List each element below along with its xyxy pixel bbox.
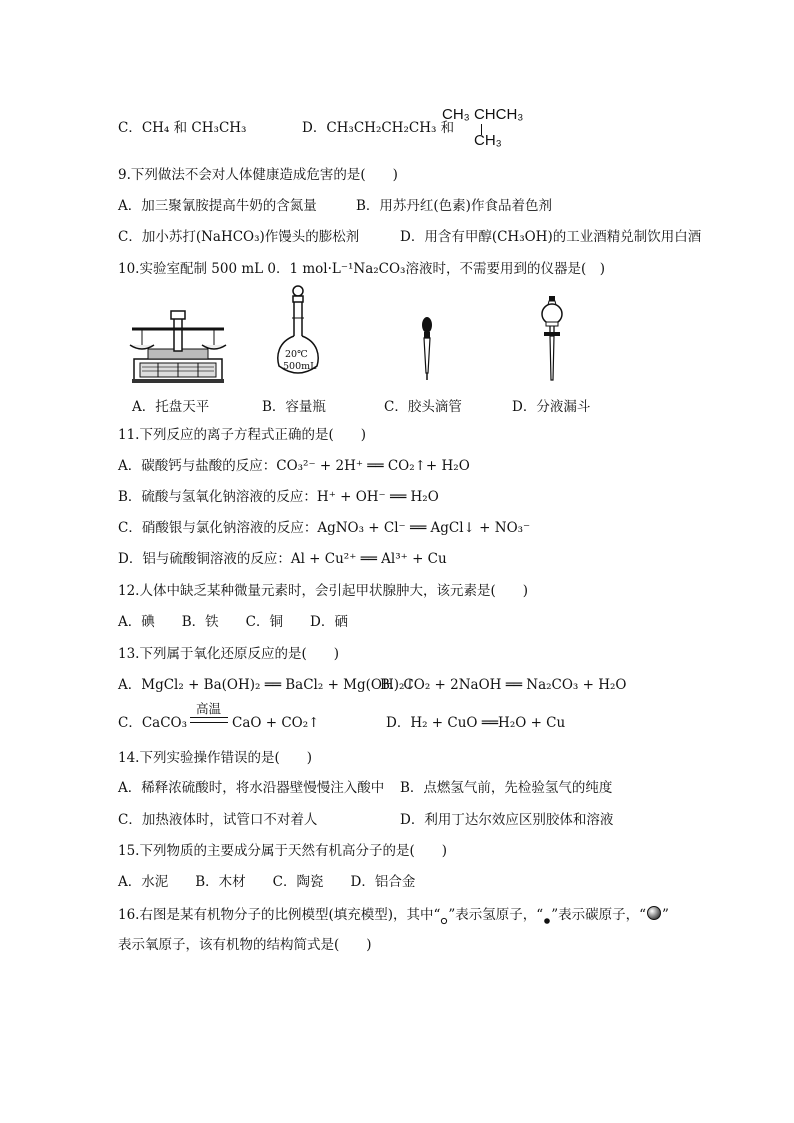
q11-stem: 11.下列反应的离子方程式正确的是( ) — [118, 427, 367, 443]
q10-label-c: C．胶头滴管 — [384, 399, 462, 415]
balance-icon — [128, 305, 228, 383]
q11-option-d: D．铝与硫酸铜溶液的反应：Al + Cu²⁺ ══ Al³⁺ + Cu — [118, 551, 447, 567]
q12-stem: 12.人体中缺乏某种微量元素时，会引起甲状腺肿大，该元素是( ) — [118, 583, 529, 599]
q13-option-d: D．H₂ + CuO ══H₂O + Cu — [386, 715, 566, 731]
q16-line-1 — [118, 905, 669, 924]
q14-option-b: B．点燃氢气前，先检验氢气的纯度 — [400, 780, 613, 796]
q8-structure-top: CH₃ CHCH₃ — [442, 106, 524, 123]
hydrogen-atom-icon — [440, 911, 448, 919]
q12-options: A．碘 B．铁 C．铜 D．硒 — [118, 614, 348, 630]
q14-option-c: C．加热液体时，试管口不对着人 — [118, 812, 318, 828]
q9-option-b: B．用苏丹红(色素)作食品着色剂 — [356, 198, 552, 214]
q11-option-b: B．硫酸与氢氧化钠溶液的反应：H⁺ + OH⁻ ══ H₂O — [118, 489, 439, 505]
flask-volume-text: 500mL — [283, 361, 317, 372]
q16-text-d: ” — [662, 907, 669, 923]
q13-option-c-arrow — [190, 717, 228, 723]
q13-option-c-left: C．CaCO₃ — [118, 715, 188, 731]
q15-stem: 15.下列物质的主要成分属于天然有机高分子的是( ) — [118, 843, 448, 859]
q10-label-b: B．容量瓶 — [262, 399, 326, 415]
q14-stem: 14.下列实验操作错误的是( ) — [118, 750, 313, 766]
oxygen-atom-icon — [646, 905, 662, 919]
q13-option-b: B．CO₂ + 2NaOH ══ Na₂CO₃ + H₂O — [380, 677, 627, 693]
q8-option-c: C．CH₄ 和 CH₃CH₃ — [118, 120, 247, 136]
q11-option-c: C．硝酸银与氯化钠溶液的反应：AgNO₃ + Cl⁻ ══ AgCl↓ + NO₃⁻ — [118, 520, 531, 536]
q10-label-a: A．托盘天平 — [132, 399, 210, 415]
q9-stem: 9.下列做法不会对人体健康造成危害的是( ) — [118, 167, 398, 183]
q13-option-c-right: CaO + CO₂↑ — [232, 715, 320, 731]
carbon-atom-icon — [543, 911, 551, 919]
q16-text-c: ”表示碳原子，“ — [551, 907, 647, 923]
q8-option-d: D．CH₃CH₂CH₂CH₃ 和 — [302, 120, 455, 136]
q8-structure-bottom: CH₃ — [474, 132, 502, 149]
q10-stem: 10.实验室配制 500 mL 0．1 mol·L⁻¹Na₂CO₃溶液时，不需要用到的仪器是( ) — [118, 261, 606, 277]
q16-line-2: 表示氧原子，该有机物的结构简式是( ) — [118, 937, 372, 953]
q16-text-a: 16.右图是某有机物分子的比例模型(填充模型)，其中“ — [118, 907, 441, 923]
q9-option-d: D．用含有甲醇(CH₃OH)的工业酒精兑制饮用白酒 — [400, 229, 702, 245]
q14-option-d: D．利用丁达尔效应区别胶体和溶液 — [400, 812, 614, 828]
separatory-funnel-icon — [540, 296, 564, 384]
q16-text-b: ”表示氢原子，“ — [448, 907, 544, 923]
flask-temperature-text: 20℃ — [285, 349, 308, 360]
q11-option-a: A．碳酸钙与盐酸的反应：CO₃²⁻ + 2H⁺ ══ CO₂↑+ H₂O — [118, 458, 470, 474]
q10-label-d: D．分液漏斗 — [512, 399, 591, 415]
q13-option-a: A．MgCl₂ + Ba(OH)₂ ══ BaCl₂ + Mg(OH)₂↓ — [118, 677, 416, 693]
q9-option-c: C．加小苏打(NaHCO₃)作馒头的膨松剂 — [118, 229, 360, 245]
q13-option-c-condition: 高温 — [196, 701, 222, 716]
q13-stem: 13.下列属于氧化还原反应的是( ) — [118, 646, 340, 662]
q15-options: A．水泥 B．木材 C．陶瓷 D．铝合金 — [118, 874, 416, 890]
q14-option-a: A．稀释浓硫酸时，将水沿器壁慢慢注入酸中 — [118, 780, 385, 796]
q9-option-a: A．加三聚氰胺提高牛奶的含氮量 — [118, 198, 317, 214]
dropper-icon — [420, 317, 434, 381]
